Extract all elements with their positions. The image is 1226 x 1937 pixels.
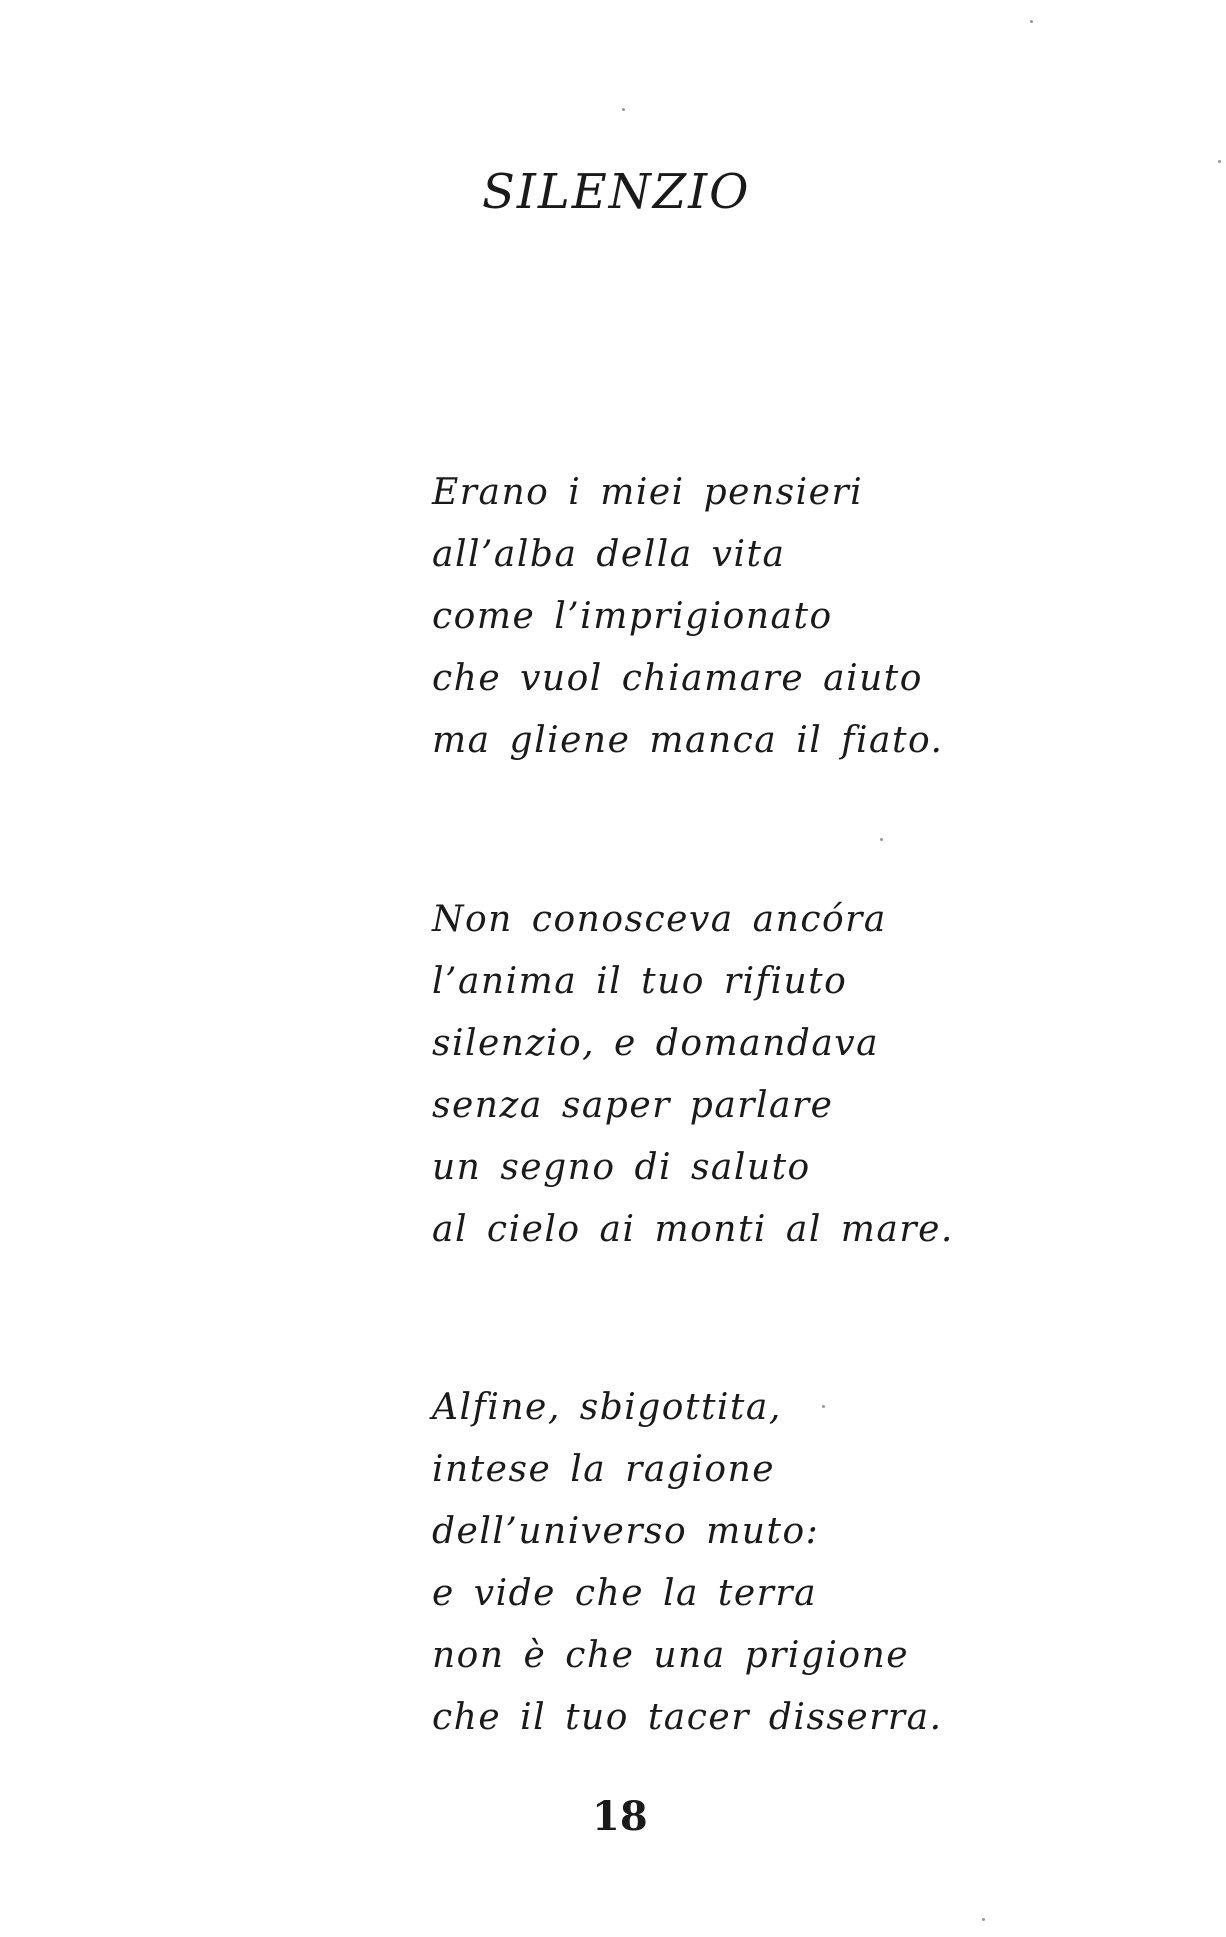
verse-line: non è che una prigione — [432, 1635, 910, 1676]
verse-line: che vuol chiamare aiuto — [432, 658, 923, 699]
verse-line: l’anima il tuo rifiuto — [432, 961, 848, 1002]
verse-line: intese la ragione — [432, 1449, 776, 1490]
verse-line: come l’imprigionato — [432, 596, 833, 637]
verse-line: al cielo ai monti al mare. — [432, 1209, 954, 1250]
verse-line: Alfine, sbigottita, — [432, 1387, 782, 1428]
scan-speck — [880, 838, 883, 841]
verse-line: dell’universo muto: — [432, 1511, 820, 1552]
verse-line: senza saper parlare — [432, 1085, 834, 1126]
stanza-3 — [432, 1377, 943, 1749]
verse-line: e vide che la terra — [432, 1573, 818, 1614]
scan-speck — [1218, 160, 1221, 163]
verse-line: un segno di saluto — [432, 1147, 811, 1188]
scan-speck — [822, 1405, 825, 1408]
scan-speck — [622, 108, 625, 111]
stanza-2 — [432, 889, 954, 1261]
page-number: 18 — [592, 1793, 648, 1840]
verse-line: che il tuo tacer disserra. — [432, 1697, 943, 1738]
stanza-1 — [432, 462, 943, 772]
verse-line: Erano i miei pensieri — [432, 472, 864, 513]
verse-line: Non conosceva ancóra — [432, 899, 887, 940]
scan-speck — [1030, 20, 1033, 23]
verse-line: ma gliene manca il fiato. — [432, 720, 944, 761]
verse-line: silenzio, e domandava — [432, 1023, 880, 1064]
verse-line: all’alba della vita — [432, 534, 786, 575]
scan-speck — [982, 1918, 985, 1921]
poem-title: SILENZIO — [482, 164, 751, 220]
